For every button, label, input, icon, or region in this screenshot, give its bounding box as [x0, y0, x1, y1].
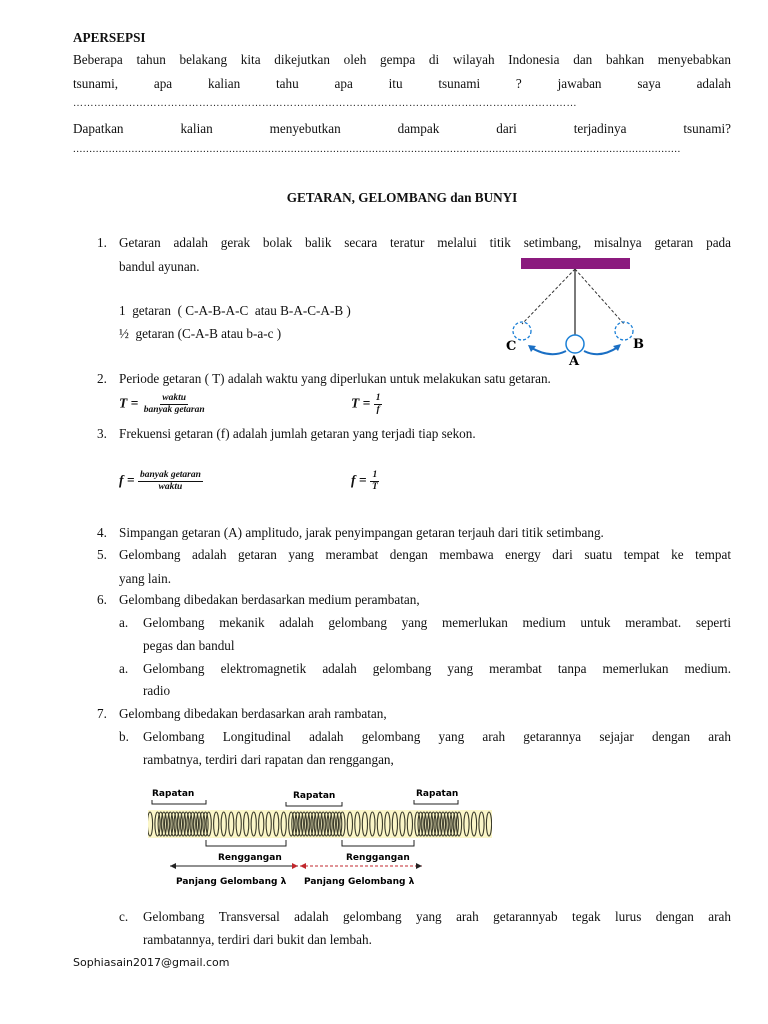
item-7-number: 7. — [97, 706, 107, 721]
rapatan-label-1: Rapatan — [152, 789, 195, 799]
spring-coils — [148, 810, 492, 838]
apersepsi-question-line1: Beberapa tahun belakang kita dikejutkan oleh gempa di wilayah Indonesia dan bahkan menyebabkan — [73, 52, 731, 67]
item-7c-line2: rambatannya, terdiri dari bukit dan lembah. — [143, 932, 372, 947]
item-1-line1: Getaran adalah gerak bolak balik secara teratur melalui titik setimbang, misalnya getaran pada — [119, 235, 731, 250]
pendulum-support-bar — [521, 258, 630, 269]
apersepsi-question-2: Dapatkan kalian menyebutkan dampak dari terjadinya tsunami? — [73, 121, 731, 136]
pendulum-string-right — [575, 269, 624, 324]
item-7-text: Gelombang dibedakan berdasarkan arah rambatan, — [119, 706, 387, 721]
pendulum-bob-c — [513, 322, 531, 340]
pendulum-diagram — [500, 255, 660, 370]
pendulum-string-left — [522, 269, 575, 324]
wavelength-label-1: Panjang Gelombang λ — [176, 877, 287, 887]
item-3-number: 3. — [97, 426, 107, 441]
rapatan-label-2: Rapatan — [293, 791, 336, 801]
item-3-text: Frekuensi getaran (f) adalah jumlah getaran yang terjadi tiap sekon. — [119, 426, 476, 441]
page-title: GETARAN, GELOMBANG dan BUNYI — [286, 190, 518, 205]
answer-dots-1: ……………………………………………………………………………………………………………………………… — [73, 98, 577, 109]
item-2-number: 2. — [97, 371, 107, 386]
item-1-full-vibration: 1 getaran ( C-A-B-A-C atau B-A-C-A-B ) — [119, 303, 351, 318]
pendulum-bob-a — [566, 335, 584, 353]
pendulum-bob-b — [615, 322, 633, 340]
renggangan-label-2: Renggangan — [346, 853, 410, 863]
apersepsi-heading: APERSEPSI — [73, 30, 146, 45]
item-5-number: 5. — [97, 547, 107, 562]
swing-arrow-left — [530, 347, 566, 354]
label-c: C — [506, 339, 517, 354]
item-5-line2: yang lain. — [119, 571, 172, 586]
formula-period-frequency: T = $\frac{1}{f}$ — [351, 393, 381, 415]
item-7c-label: c. — [119, 909, 129, 924]
item-6a-line2: pegas dan bandul — [143, 638, 235, 653]
item-6a-label: a. — [119, 615, 129, 630]
renggangan-label-1: Renggangan — [218, 853, 282, 863]
item-7b-line1: Gelombang Longitudinal adalah gelombang yang arah getarannya sejajar dengan arah — [143, 729, 731, 744]
item-7b-line2: rambatnya, terdiri dari rapatan dan renggangan, — [143, 752, 394, 767]
rapatan-label-3: Rapatan — [416, 789, 459, 799]
item-1-half-vibration: ½ getaran (C-A-B atau b-a-c ) — [119, 326, 282, 341]
item-6b-line1: Gelombang elektromagnetik adalah gelombang yang merambat tanpa memerlukan medium. — [143, 661, 731, 676]
label-b: B — [633, 337, 644, 352]
formula-frequency-count: f = $\frac{\text{banyak getaran}}{\text{waktu}}$ — [119, 470, 201, 492]
item-6b-label: a. — [119, 661, 129, 676]
item-6b-line2: radio — [143, 683, 171, 698]
wavelength-label-2: Panjang Gelombang λ — [304, 877, 415, 887]
apersepsi-question-line2: tsunami, apa kalian tahu apa itu tsunami ? jawaban saya adalah — [73, 76, 731, 91]
item-4-number: 4. — [97, 525, 107, 540]
label-a: A — [569, 354, 580, 369]
item-4-text: Simpangan getaran (A) amplitudo, jarak penyimpangan getaran terjauh dari titik setimbang. — [119, 525, 604, 540]
item-7c-line1: Gelombang Transversal adalah gelombang yang arah getarannyab tegak lurus dengan arah — [143, 909, 731, 924]
longitudinal-wave-diagram — [148, 780, 492, 892]
footer-email: Sophiasain2017@gmail.com — [73, 956, 230, 969]
item-6-text: Gelombang dibedakan berdasarkan medium perambatan, — [119, 592, 420, 607]
item-5-line1: Gelombang adalah getaran yang merambat dengan membawa energy dari suatu tempat ke tempat — [119, 547, 731, 562]
answer-dots-2: ........................................................................................................................................................................................... — [73, 143, 681, 155]
item-1-line2: bandul ayunan. — [119, 259, 200, 274]
item-6a-line1: Gelombang mekanik adalah gelombang yang memerlukan medium untuk merambat. seperti — [143, 615, 731, 630]
item-7b-label: b. — [119, 729, 129, 744]
swing-arrow-right — [584, 347, 618, 354]
item-6-number: 6. — [97, 592, 107, 607]
formula-frequency-period: f = $\frac{1}{T}$ — [351, 470, 378, 492]
formula-period-waktu: T = $\frac{\text{waktu}}{\text{banyak getaran}}$ — [119, 393, 205, 415]
item-2-text: Periode getaran ( T) adalah waktu yang diperlukan untuk melakukan satu getaran. — [119, 371, 551, 386]
item-1-number: 1. — [97, 235, 107, 250]
